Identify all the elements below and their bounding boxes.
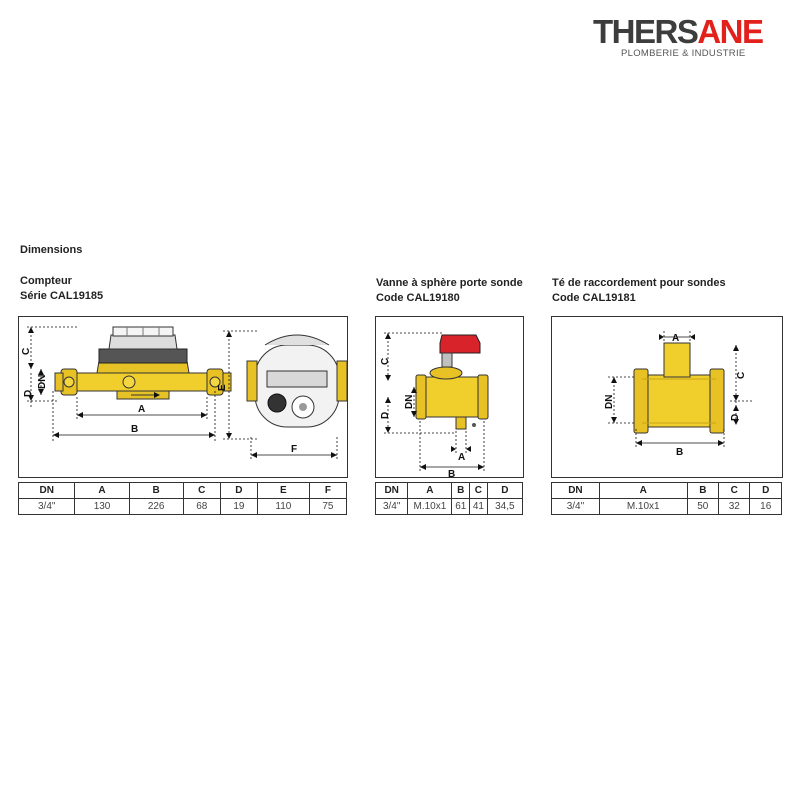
- table-cell: 61: [452, 499, 470, 515]
- compteur-drawing: [18, 316, 348, 478]
- table-header: B: [129, 483, 183, 499]
- table-header: DN: [376, 483, 408, 499]
- dim-label-d: D: [23, 389, 34, 397]
- table-row: [552, 499, 782, 515]
- dim-label-b: B: [676, 447, 684, 458]
- table-header: E: [257, 483, 309, 499]
- table-cell: 226: [129, 499, 183, 515]
- table-cell: 34,5: [487, 499, 522, 515]
- brand-name: THERSANE: [593, 13, 763, 50]
- table-cell: 75: [309, 499, 346, 515]
- dim-label-d: D: [380, 411, 391, 419]
- table-header: D: [220, 483, 257, 499]
- table-header: B: [452, 483, 470, 499]
- compteur-table: [18, 482, 347, 515]
- dim-label-a: A: [672, 333, 680, 344]
- table-header: D: [487, 483, 522, 499]
- vanne-drawing: [375, 316, 524, 478]
- ball-valve: [416, 335, 488, 429]
- dim-label-c: C: [21, 347, 32, 355]
- dim-label-d: D: [730, 413, 741, 421]
- table-cell: M.10x1: [408, 499, 452, 515]
- table-cell: 16: [750, 499, 782, 515]
- table-cell: 32: [719, 499, 750, 515]
- table-cell: 41: [470, 499, 488, 515]
- section-title-te: Té de raccordement pour sondes Code CAL19181: [552, 277, 726, 304]
- table-cell: 3/4": [376, 499, 408, 515]
- table-row: [19, 499, 347, 515]
- table-cell: 3/4": [552, 499, 600, 515]
- table-row: [376, 499, 523, 515]
- table-header: DN: [19, 483, 75, 499]
- table-header-row: [552, 483, 782, 499]
- table-header: D: [750, 483, 782, 499]
- section-title-compteur: Compteur Série CAL19185: [20, 275, 104, 302]
- dim-label-b: B: [131, 424, 139, 435]
- tee-fitting: [634, 343, 724, 433]
- brand-logo: [593, 15, 763, 60]
- table-header: B: [687, 483, 718, 499]
- dim-label-f: F: [291, 444, 298, 455]
- table-cell: 3/4": [19, 499, 75, 515]
- dim-label-b: B: [448, 469, 456, 477]
- dim-label-c: C: [380, 357, 391, 365]
- table-header-row: [19, 483, 347, 499]
- brand-tagline: PLOMBERIE & INDUSTRIE: [621, 48, 746, 59]
- dim-label-dn: DN: [37, 374, 48, 389]
- dim-label-dn: DN: [404, 394, 415, 409]
- dim-label-c: C: [736, 371, 747, 379]
- table-cell: M.10x1: [599, 499, 687, 515]
- table-header: F: [309, 483, 346, 499]
- dim-label-a: A: [458, 452, 466, 463]
- table-cell: 19: [220, 499, 257, 515]
- table-header: A: [408, 483, 452, 499]
- table-cell: 50: [687, 499, 718, 515]
- table-header: A: [599, 483, 687, 499]
- table-header: A: [75, 483, 129, 499]
- table-header: DN: [552, 483, 600, 499]
- te-table: [551, 482, 782, 515]
- table-cell: 130: [75, 499, 129, 515]
- vanne-table: [375, 482, 523, 515]
- section-title-vanne: Vanne à sphère porte sonde Code CAL19180: [376, 277, 523, 304]
- meter-side-view: [247, 335, 347, 427]
- dim-label-a: A: [138, 404, 146, 415]
- table-header: C: [470, 483, 488, 499]
- dim-label-e: E: [217, 384, 228, 391]
- te-drawing: [551, 316, 783, 478]
- table-header-row: [376, 483, 523, 499]
- table-cell: 110: [257, 499, 309, 515]
- meter-front-view: [55, 327, 231, 399]
- dim-label-dn: DN: [604, 394, 615, 409]
- table-header: C: [183, 483, 220, 499]
- table-cell: 68: [183, 499, 220, 515]
- page-heading: Dimensions: [20, 244, 83, 256]
- table-header: C: [719, 483, 750, 499]
